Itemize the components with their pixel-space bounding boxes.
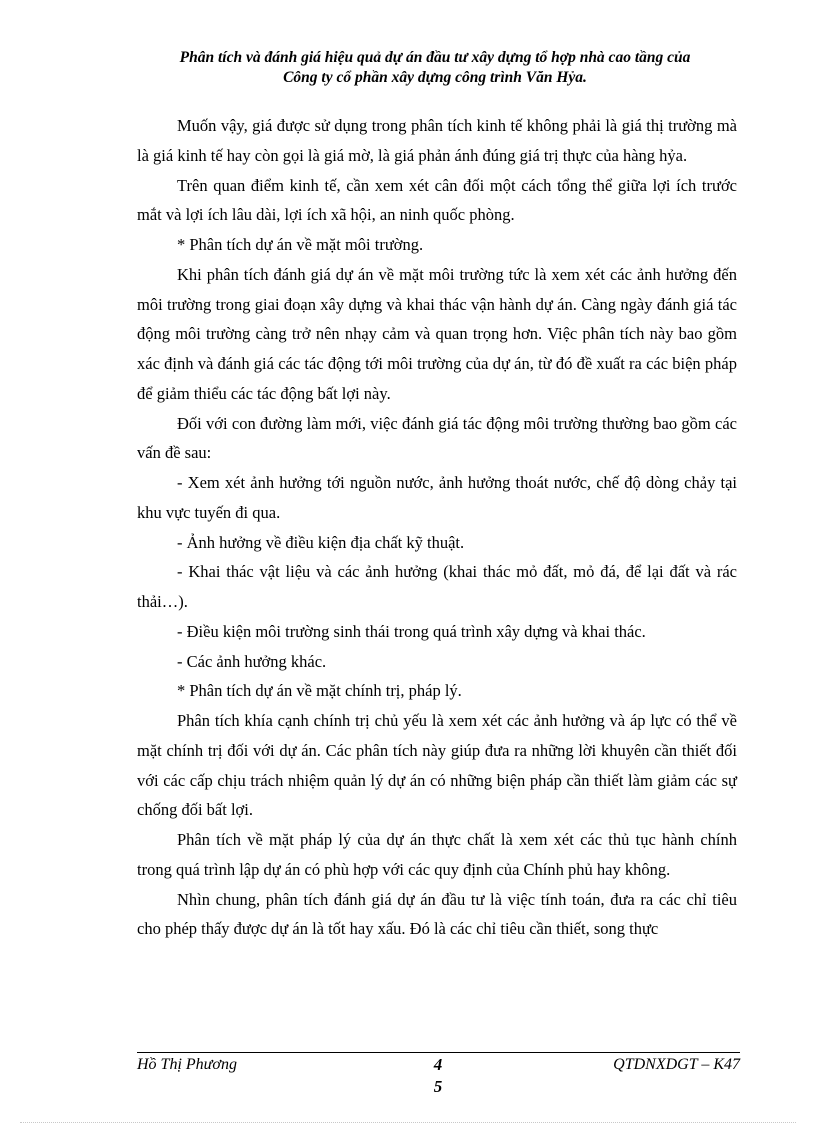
section-heading-political-legal: * Phân tích dự án về mặt chính trị, pháp lý. — [177, 681, 462, 701]
paragraph: Đối với con đường làm mới, việc đánh giá tác động môi trường thường bao gồm các vấn đề sau: — [137, 413, 737, 463]
paragraph: Phân tích về mặt pháp lý của dự án thực chất là xem xét các thủ tục hành chính trong quá trình lập dự án có phù hợp với các quy định của Chính phủ hay không. — [137, 830, 737, 879]
footer-course-code: QTDNXDGT – K47 — [613, 1056, 740, 1073]
paragraph: Khi phân tích đánh giá dự án về mặt môi trường tức là xem xét các ảnh hưởng đến môi trường trong giai đoạn xây dựng và khai thác vận hành dự án. Càng ngày đánh giá tác động môi trường càng trở nên nhạy cảm và quan trọng hơn. Việc phân tích này bao gồm xác định và đánh giá các tác động tới môi trường của dự án, từ đó đề xuất ra các biện pháp để giảm thiểu các tác động bất lợi này. — [137, 264, 737, 403]
header-line-2: Công ty cổ phần xây dựng công trình Văn Hỷa. — [283, 69, 587, 86]
section-heading-environment: * Phân tích dự án về mặt môi trường. — [177, 235, 424, 254]
page-number-bottom: 5 — [433, 1077, 443, 1096]
list-item: - Điều kiện môi trường sinh thái trong quá trình xây dựng và khai thác. — [177, 621, 646, 641]
list-item: - Các ảnh hưởng khác. — [177, 651, 327, 671]
footer-author: Hồ Thị Phương — [137, 1056, 237, 1073]
paragraph: Muốn vậy, giá được sử dụng trong phân tích kinh tế không phải là giá thị trường mà là giá kinh tế hay còn gọi là giá mờ, là giá phản ánh đúng giá trị thực của hàng hỷa. — [137, 116, 737, 165]
list-item: - Ảnh hưởng về điều kiện địa chất kỹ thuật. — [177, 532, 465, 552]
paragraph: Nhìn chung, phân tích đánh giá dự án đầu tư là việc tính toán, đưa ra các chỉ tiêu cho phép thấy được dự án là tốt hay xấu. Đó là các chỉ tiêu cần thiết, song thực — [137, 889, 737, 939]
list-item: - Xem xét ảnh hưởng tới nguồn nước, ảnh hưởng thoát nước, chế độ dòng chảy tại khu vực tuyến đi qua. — [137, 473, 737, 522]
header-line-1: Phân tích và đánh giá hiệu quả dự án đầu tư xây dựng tổ hợp nhà cao tầng của — [179, 49, 691, 66]
paragraph: Phân tích khía cạnh chính trị chủ yếu là xem xét các ảnh hưởng và áp lực có thể về mặt chính trị đối với dự án. Các phân tích này giúp đưa ra những lời khuyên cần thiết đối với các cấp chịu trách nhiệm quản lý dự án có những biện pháp cần thiết làm giảm các sự chống đối bất lợi. — [137, 711, 737, 820]
running-header — [90, 48, 780, 88]
list-item: - Khai thác vật liệu và các ảnh hưởng (khai thác mỏ đất, mỏ đá, để lại đất và rác thải…). — [137, 562, 737, 611]
page-body — [137, 111, 737, 944]
footer-divider — [137, 1052, 740, 1053]
page-number — [418, 1054, 458, 1098]
page-number-top: 4 — [433, 1055, 443, 1074]
paragraph: Trên quan điểm kinh tế, cần xem xét cân đối một cách tổng thể giữa lợi ích trước mắt và lợi ích lâu dài, lợi ích xã hội, an ninh quốc phòng. — [137, 175, 737, 225]
